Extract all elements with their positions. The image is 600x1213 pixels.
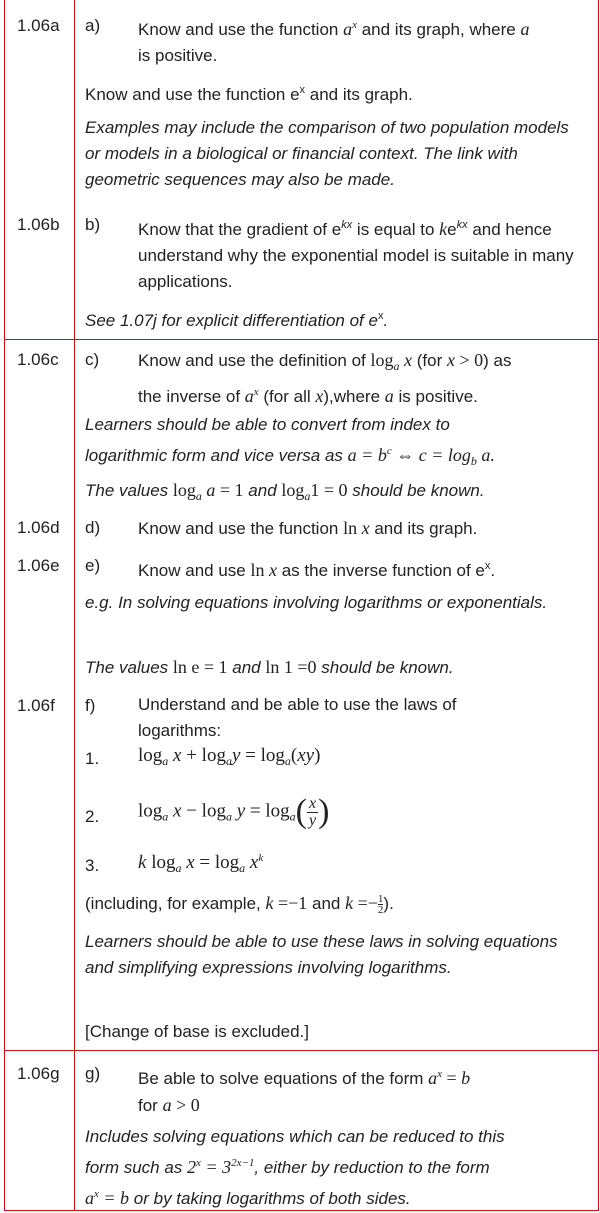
- law-3-equation: k $\log_a x = \log_a x^k$: [138, 852, 264, 875]
- item-a-note: Examples may include the comparison of two population models or models in a biological or financial context. The link with geometric sequences may also be made.: [85, 118, 569, 189]
- law-1-equation: $\log_a x + \log_ay = \log_a(xy)$: [138, 745, 321, 768]
- label-g: g): [85, 1064, 101, 1083]
- item-a-text: Know and use the function $a^x$ and its graph, where a is positive.: [138, 19, 530, 65]
- ref-1-06e: 1.06e: [17, 556, 60, 575]
- item-f-note: Learners should be able to use these laws in solving equations and simplifying expressions involving logarithms.: [85, 932, 558, 977]
- item-e-note: e.g. In solving equations involving logarithms or exponentials.: [85, 593, 548, 612]
- label-c: c): [85, 350, 100, 369]
- item-e-note-values: The values ln e = 1 and ln 1 =0 should be known.: [85, 657, 454, 677]
- label-f: f): [85, 696, 96, 715]
- label-d: d): [85, 518, 101, 537]
- label-e: e): [85, 556, 101, 575]
- ref-1-06a: 1.06a: [17, 16, 60, 35]
- item-a-exp: Know and use the function $e^x$ and its graph.: [85, 84, 413, 104]
- law-3-number: 3.: [85, 856, 100, 875]
- spec-table: [4, 0, 599, 1211]
- column-divider: [74, 0, 75, 1210]
- law-2-equation: $\log_a x - \log_a y = \log_a$( $\frac{x}{y}$ ): [138, 793, 330, 830]
- item-c-note-values: The values $\log_a a = 1$ and $\log_a1 = 0$ should be known.: [85, 480, 485, 503]
- item-f-exclusion: [Change of base is excluded.]: [85, 1022, 309, 1041]
- ref-1-06b: 1.06b: [17, 215, 60, 234]
- item-e-text: Know and use ln x as the inverse function of $e^x$.: [138, 560, 496, 580]
- item-g-note: Includes solving equations which can be reduced to this form such as $2^x = 3^{2x-1}$, either by reduction to the form $a^x = b$ or by taking logarithms of both sides.: [85, 1127, 505, 1208]
- item-b-text: Know that the gradient of $e^{kx}$ is equal to $ke^{kx}$ and hence understand why the exponential model is suitable in many applications.: [138, 219, 574, 291]
- item-b-note: See 1.07j for explicit differentiation of $e^x$.: [85, 310, 389, 330]
- item-f-text: Understand and be able to use the laws of logarithms:: [138, 695, 457, 740]
- item-c-note-convert: Learners should be able to convert from index to logarithmic form and vice versa as $a = b^c$ ⇔ $c = \log_b a$.: [85, 415, 495, 468]
- row-divider: [5, 1050, 598, 1051]
- row-divider: [5, 339, 598, 340]
- item-c-text: Know and use the definition of $\log_a x$ (for x > 0) as the inverse of $a^x$ (for all x),where a is positive.: [138, 350, 512, 406]
- item-g-text: Be able to solve equations of the form $a^x = b$ for a > 0: [138, 1068, 471, 1115]
- ref-1-06c: 1.06c: [17, 350, 59, 369]
- label-b: b): [85, 215, 101, 234]
- law-2-number: 2.: [85, 807, 100, 826]
- law-1-number: 1.: [85, 749, 100, 768]
- ref-1-06d: 1.06d: [17, 518, 60, 537]
- ref-1-06f: 1.06f: [17, 696, 55, 715]
- item-d-text: Know and use the function ln x and its graph.: [138, 518, 478, 538]
- law-examples: (including, for example, k =−1 and k =− $\frac{1}{2}$ ).: [85, 893, 394, 917]
- label-a: a): [85, 16, 101, 35]
- ref-1-06g: 1.06g: [17, 1064, 60, 1083]
